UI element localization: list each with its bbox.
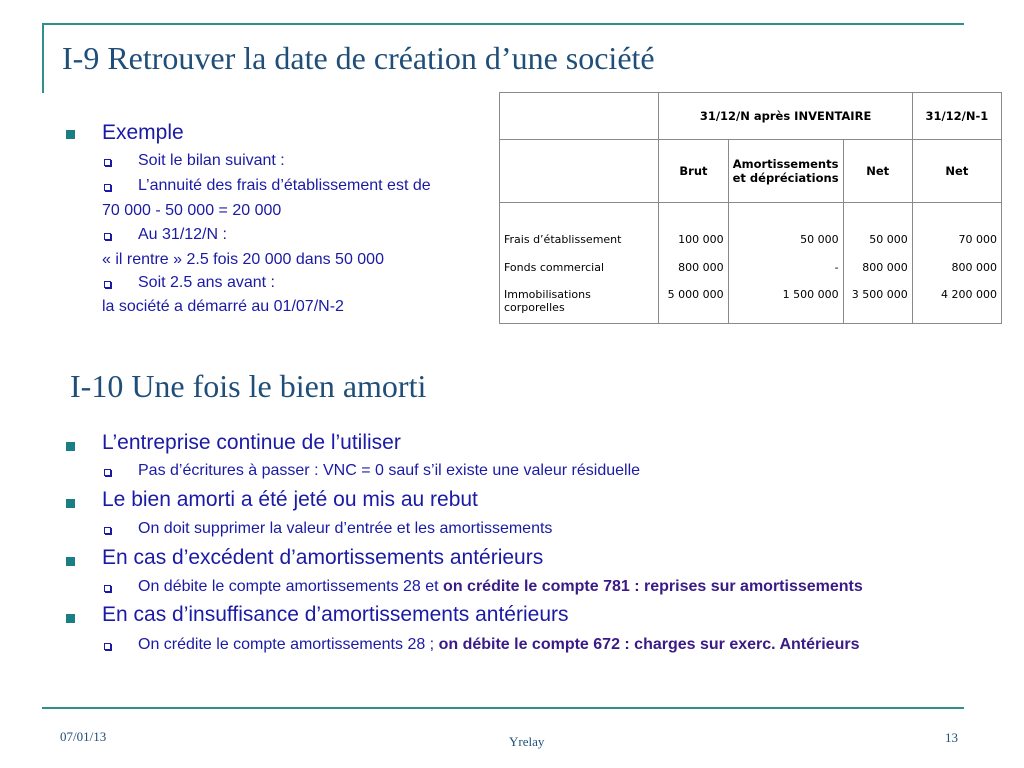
col-amort-header-line1: Amortissements xyxy=(732,157,839,171)
cell-net: 800 000 xyxy=(843,251,912,285)
cell-net-prev: 4 200 000 xyxy=(912,285,1001,324)
table-row xyxy=(500,203,1002,251)
left-frame-line xyxy=(42,23,44,93)
bullet-item-3-detail-plain: On débite le compte amortissements 28 et xyxy=(138,578,444,595)
top-frame-line xyxy=(42,23,964,25)
example-heading: Exemple xyxy=(102,121,184,144)
sub-bullet-square-icon xyxy=(104,585,111,592)
table-subheader-empty-cell xyxy=(500,140,659,203)
col-net-prev-header: Net xyxy=(912,140,1001,203)
example-line-5: « il rentre » 2.5 fois 20 000 dans 50 000 xyxy=(102,251,384,268)
col-brut-header: Brut xyxy=(659,140,728,203)
header-current-year: 31/12/N après INVENTAIRE xyxy=(659,93,912,140)
example-line-4: Au 31/12/N : xyxy=(138,226,227,243)
cell-net: 3 500 000 xyxy=(843,285,912,324)
cell-brut: 100 000 xyxy=(659,203,728,251)
row-label: Fonds commercial xyxy=(500,251,659,285)
bullet-item-4-detail xyxy=(138,636,859,654)
bullet-square-icon xyxy=(66,557,75,566)
table-subheader-row xyxy=(500,140,1002,203)
slide-title: I-9 Retrouver la date de création d’une société xyxy=(62,40,655,76)
cell-amort: 1 500 000 xyxy=(728,285,843,324)
col-amort-header-line2: et dépréciations xyxy=(732,171,839,185)
example-line-3: 70 000 - 50 000 = 20 000 xyxy=(102,202,282,219)
bullet-item-1-detail: Pas d’écritures à passer : VNC = 0 sauf s’il existe une valeur résiduelle xyxy=(138,462,641,479)
bullet-item-3-detail xyxy=(138,578,863,596)
sub-bullet-square-icon xyxy=(104,184,111,191)
bullet-square-icon xyxy=(66,499,75,508)
footer-author: Yrelay xyxy=(509,734,545,749)
cell-net-prev: 800 000 xyxy=(912,251,1001,285)
balance-sheet-table xyxy=(499,92,1002,324)
col-amort-header xyxy=(728,140,843,203)
sub-bullet-square-icon xyxy=(104,233,111,240)
bullet-item-4: En cas d’insuffisance d’amortissements antérieurs xyxy=(102,603,569,626)
table-header-row xyxy=(500,93,1002,140)
example-line-1: Soit le bilan suivant : xyxy=(138,152,285,169)
table-corner-cell xyxy=(500,93,659,140)
section-title: I-10 Une fois le bien amorti xyxy=(70,368,427,404)
bullet-item-2-detail: On doit supprimer la valeur d’entrée et les amortissements xyxy=(138,520,553,537)
bullet-square-icon xyxy=(66,614,75,623)
sub-bullet-square-icon xyxy=(104,159,111,166)
bullet-item-3-detail-bold: on crédite le compte 781 : reprises sur amortissements xyxy=(443,578,863,595)
example-line-7: la société a démarré au 01/07/N-2 xyxy=(102,298,344,315)
bullet-item-4-detail-bold: on débite le compte 672 : charges sur exerc. Antérieurs xyxy=(438,636,860,653)
bullet-item-1: L’entreprise continue de l’utiliser xyxy=(102,431,401,454)
header-previous-year: 31/12/N-1 xyxy=(912,93,1001,140)
cell-brut: 800 000 xyxy=(659,251,728,285)
sub-bullet-square-icon xyxy=(104,281,111,288)
footer-page-number: 13 xyxy=(945,730,958,745)
col-net-header: Net xyxy=(843,140,912,203)
footer-date: 07/01/13 xyxy=(60,729,107,744)
bottom-frame-line xyxy=(42,707,964,709)
row-label: Frais d’établissement xyxy=(500,203,659,251)
bullet-item-4-detail-plain: On crédite le compte amortissements 28 ; xyxy=(138,636,439,653)
bullet-square-icon xyxy=(66,442,75,451)
cell-net-prev: 70 000 xyxy=(912,203,1001,251)
cell-amort: 50 000 xyxy=(728,203,843,251)
sub-bullet-square-icon xyxy=(104,527,111,534)
sub-bullet-square-icon xyxy=(104,469,111,476)
example-line-6: Soit 2.5 ans avant : xyxy=(138,274,275,291)
example-line-2: L’annuité des frais d’établissement est de xyxy=(138,177,431,194)
sub-bullet-square-icon xyxy=(104,643,111,650)
row-label: Immobilisations corporelles xyxy=(500,285,659,324)
table-row xyxy=(500,285,1002,324)
table-row xyxy=(500,251,1002,285)
cell-net: 50 000 xyxy=(843,203,912,251)
bullet-item-2: Le bien amorti a été jeté ou mis au rebut xyxy=(102,488,478,511)
cell-amort: - xyxy=(728,251,843,285)
bullet-square-icon xyxy=(66,130,75,139)
cell-brut: 5 000 000 xyxy=(659,285,728,324)
bullet-item-3: En cas d’excédent d’amortissements antérieurs xyxy=(102,546,544,569)
